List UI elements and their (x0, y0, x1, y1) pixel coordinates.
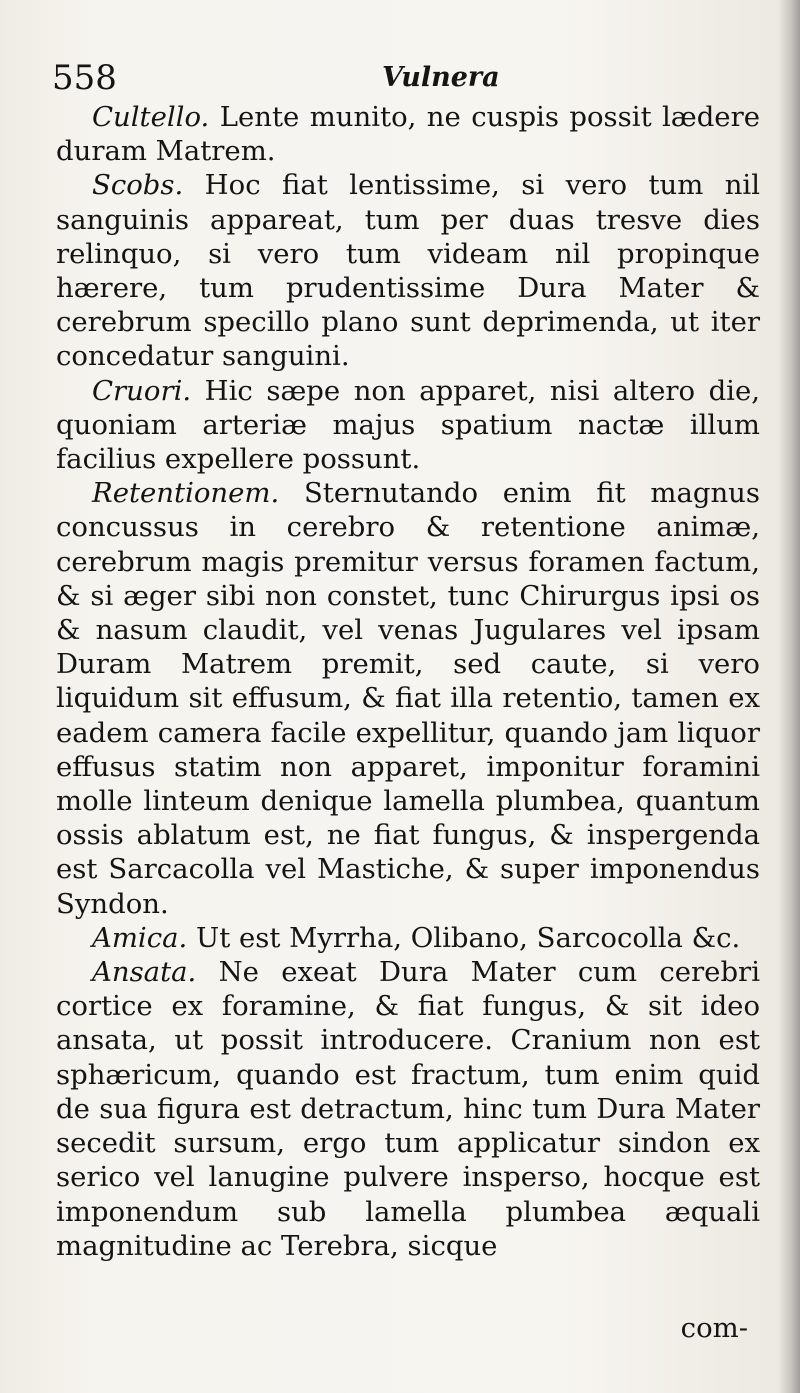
lemma: Ansata. (92, 956, 197, 989)
page-number: 558 (52, 58, 117, 98)
body-text (56, 100, 760, 1263)
entry-amica (56, 921, 760, 955)
entry-text: Hoc fiat lentissime, si vero tum nil sanguinis appareat, tum per duas tresve dies relinquo, si vero tum videam nil propinque hærere, tum prudentissime Dura Mater & cerebrum specillo plano sunt deprimenda, ut iter concedatur sanguini. (56, 169, 760, 373)
page-header (52, 58, 772, 102)
lemma: Amica. (92, 921, 188, 954)
lemma: Scobs. (92, 169, 184, 202)
entry-cultello (56, 100, 760, 168)
lemma: Cultello. (92, 101, 210, 133)
entry-cruori (56, 374, 760, 477)
entry-text: Lente munito, ne cuspis possit lædere duram Matrem. (56, 101, 760, 168)
entry-text: Ut est Myrrha, Olibano, Sarcocolla &c. (196, 921, 741, 954)
entry-scobs (56, 168, 760, 373)
lemma: Cruori. (92, 374, 192, 407)
entry-text: Sternutando enim fit magnus concussus in cerebro & retentione animæ, cerebrum magis premitur versus foramen factum, & si æger sibi non constet, tunc Chirurgus ipsi os & nasum claudit, vel venas Jugulares vel ipsam Duram Matrem premit, sed caute, si vero liquidum sit effusum, & fiat illa retentio, tamen ex eadem camera facile expellitur, quando jam liquor effusus statim non apparet, imponitur foramini molle linteum denique lamella plumbea, quantum ossis ablatum est, ne fiat fungus, & inspergenda est Sarcacolla vel Mastiche, & super imponendus Syndon. (56, 477, 760, 920)
lemma: Retentionem. (92, 477, 280, 510)
entry-retentionem (56, 476, 760, 921)
running-head: Vulnera (382, 62, 500, 93)
entry-text: Hic sæpe non apparet, nisi altero die, quoniam arteriæ majus spatium nactæ illum facilius expellere possunt. (56, 374, 760, 476)
entry-text: Ne exeat Dura Mater cum cerebri cortice ex foramine, & fiat fungus, & sit ideo ansata, ut possit introducere. Cranium non est sphæricum, quando est fractum, tum enim quid de sua figura est detractum, hinc tum Dura Mater secedit sursum, ergo tum applicatur sindon ex serico vel lanugine pulvere inspersо, hocque est imponendum sub lamella plumbea æquali magnitudine ac Terebra, sicque (56, 956, 760, 1262)
catchword: com- (680, 1312, 748, 1344)
entry-ansata (56, 955, 760, 1263)
page-edge-shadow (778, 0, 800, 1393)
